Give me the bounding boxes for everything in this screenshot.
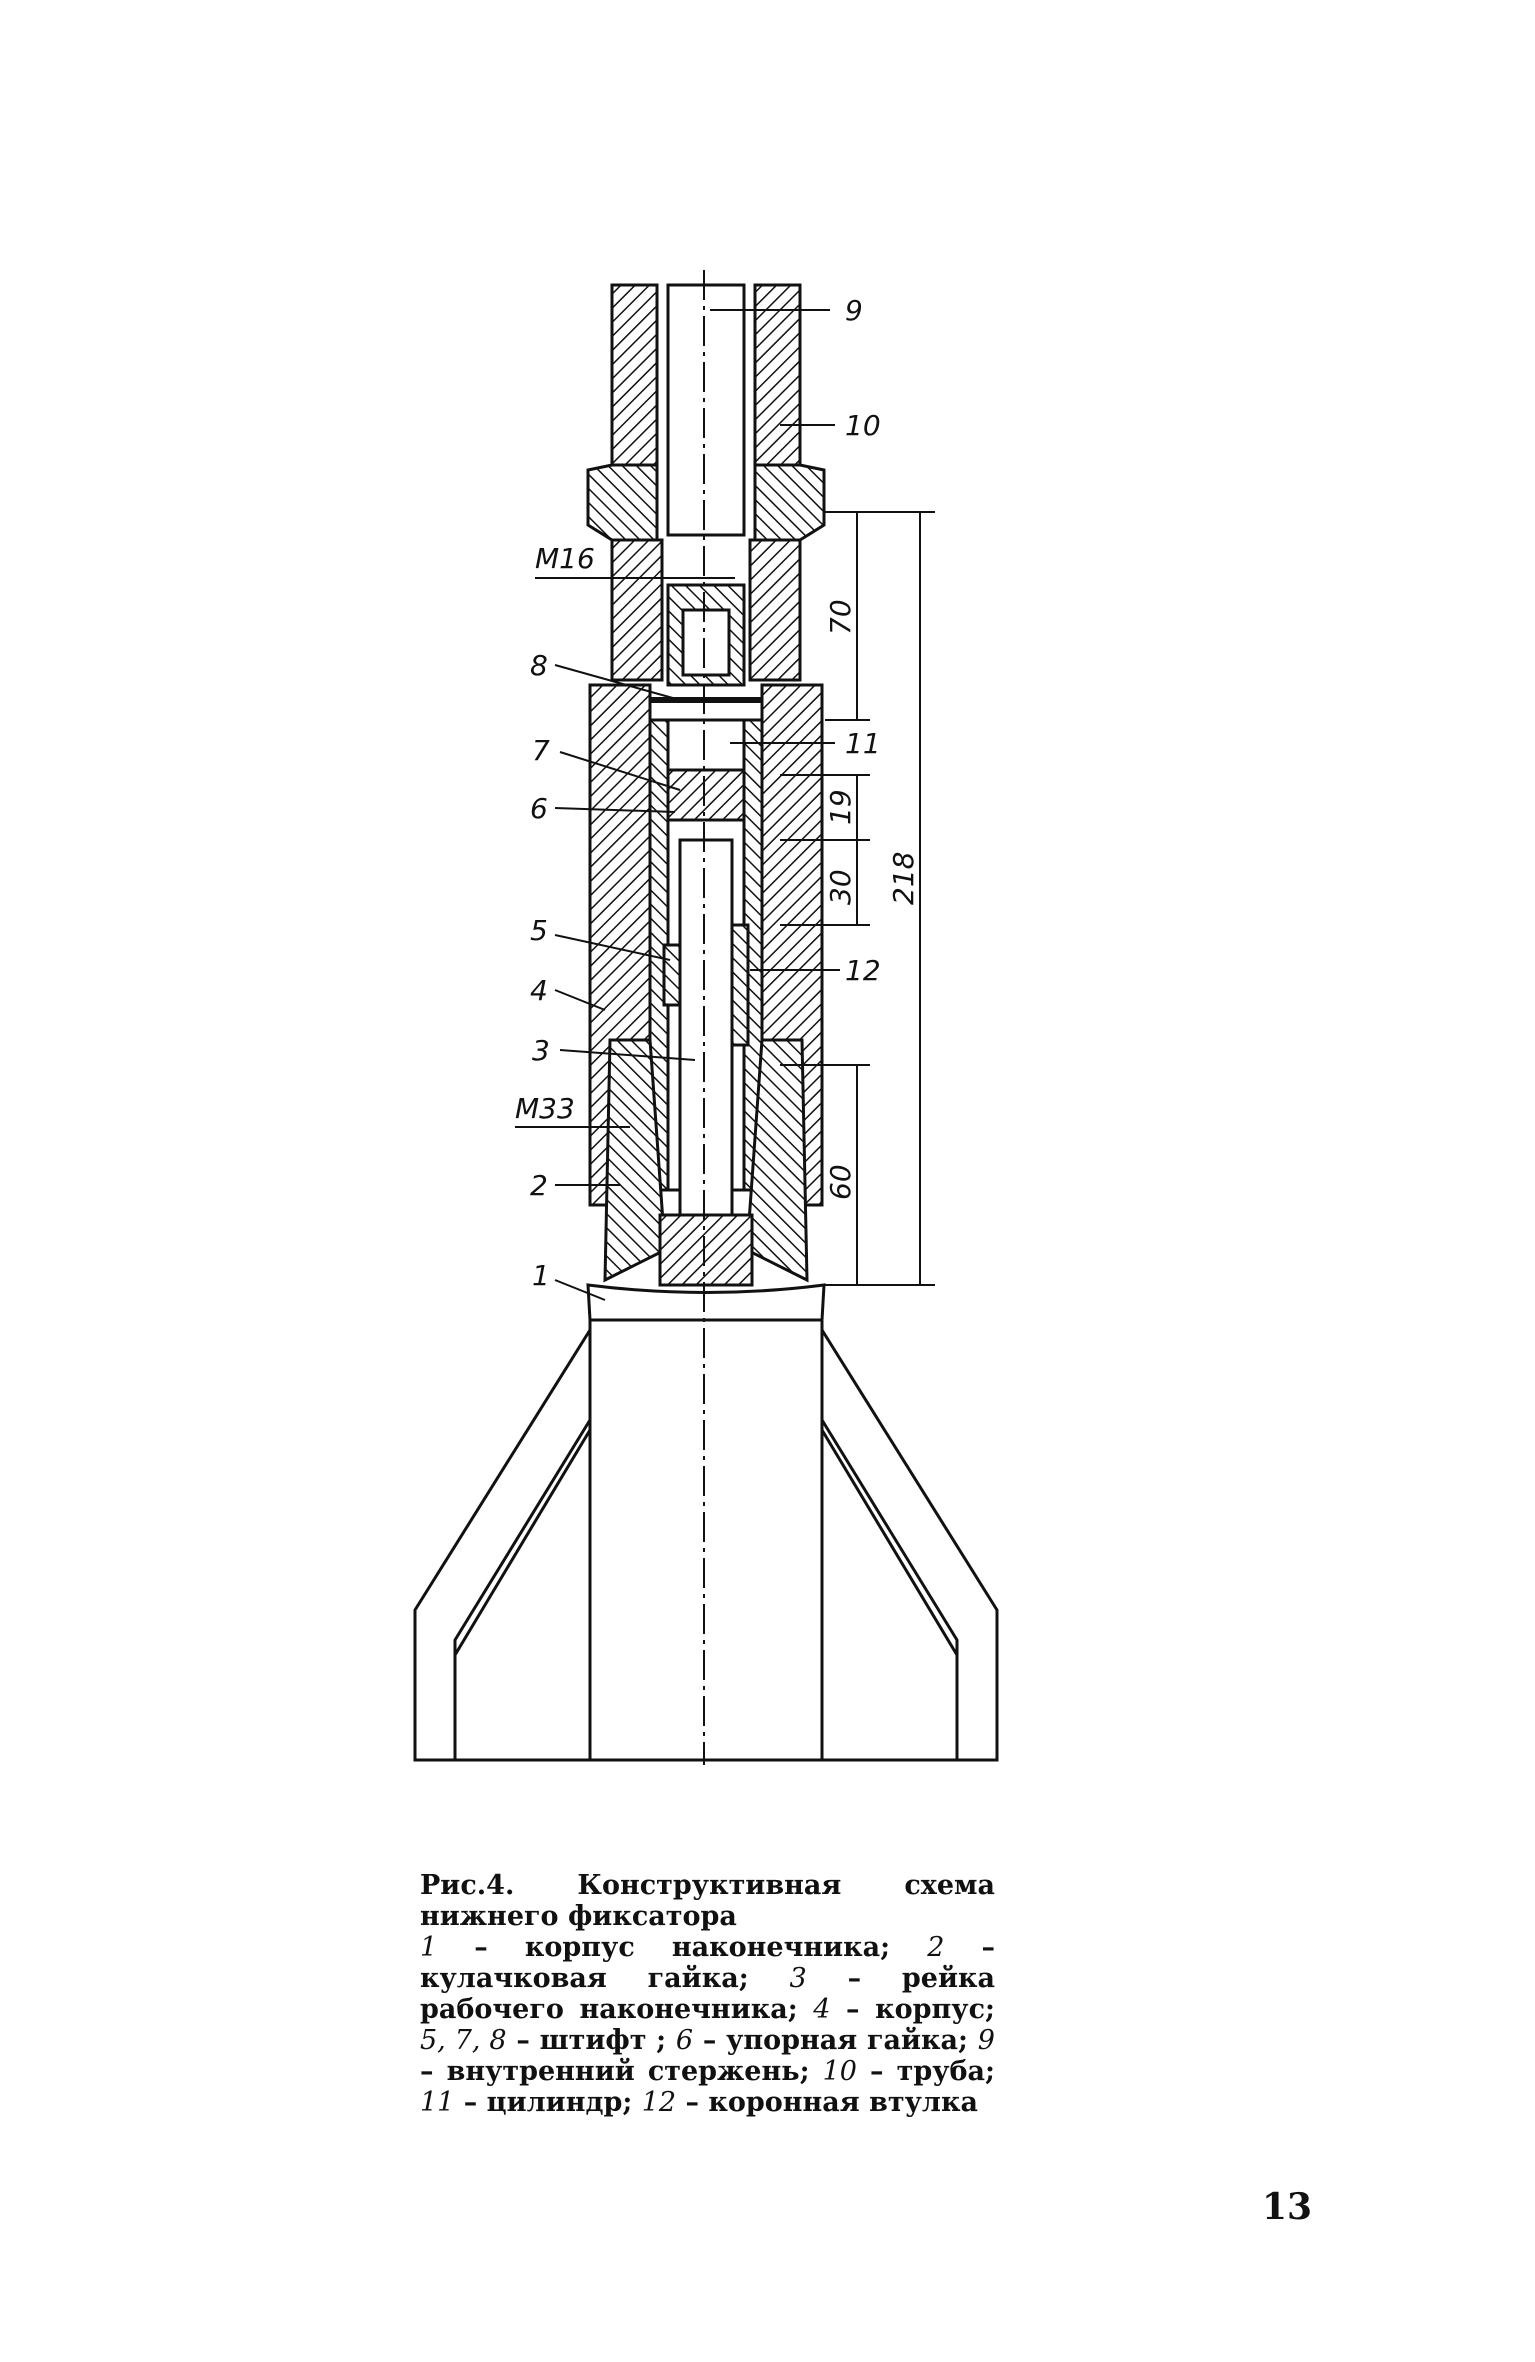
label-9: 9 [845, 294, 863, 327]
assembly-section [415, 270, 997, 1765]
label-4: 4 [530, 974, 548, 1007]
label-1: 1 [532, 1259, 550, 1292]
label-6: 6 [530, 792, 548, 825]
page-number: 13 [1262, 2186, 1313, 2228]
label-10: 10 [845, 409, 881, 442]
figure-caption [420, 1870, 995, 2118]
label-3: 3 [532, 1034, 550, 1067]
label-7: 7 [532, 734, 550, 767]
label-m33: M33 [515, 1092, 575, 1125]
label-12: 12 [845, 954, 881, 987]
label-11: 11 [845, 727, 881, 760]
caption-title: Рис.4. Конструктивная схема нижнего фиксатора [420, 1870, 995, 1932]
dim-19: 19 [824, 789, 857, 825]
dim-218: 218 [887, 851, 920, 905]
label-m16: M16 [535, 542, 595, 575]
label-2: 2 [530, 1169, 548, 1202]
caption-legend: 1 – корпус наконечника; 2 – кулачковая гайка; 3 – рейка рабочего наконечника; 4 – корпус; 5, 7, 8 – штифт ; 6 – упорная гайка; 9 – внутренний стержень; 10 – труба; 11 – цилиндр; 12 – коронная втулка [420, 1932, 995, 2118]
label-5: 5 [530, 914, 548, 947]
dim-60: 60 [824, 1164, 857, 1200]
dim-70: 70 [824, 599, 857, 635]
label-8: 8 [530, 649, 548, 682]
dim-30: 30 [824, 869, 857, 905]
